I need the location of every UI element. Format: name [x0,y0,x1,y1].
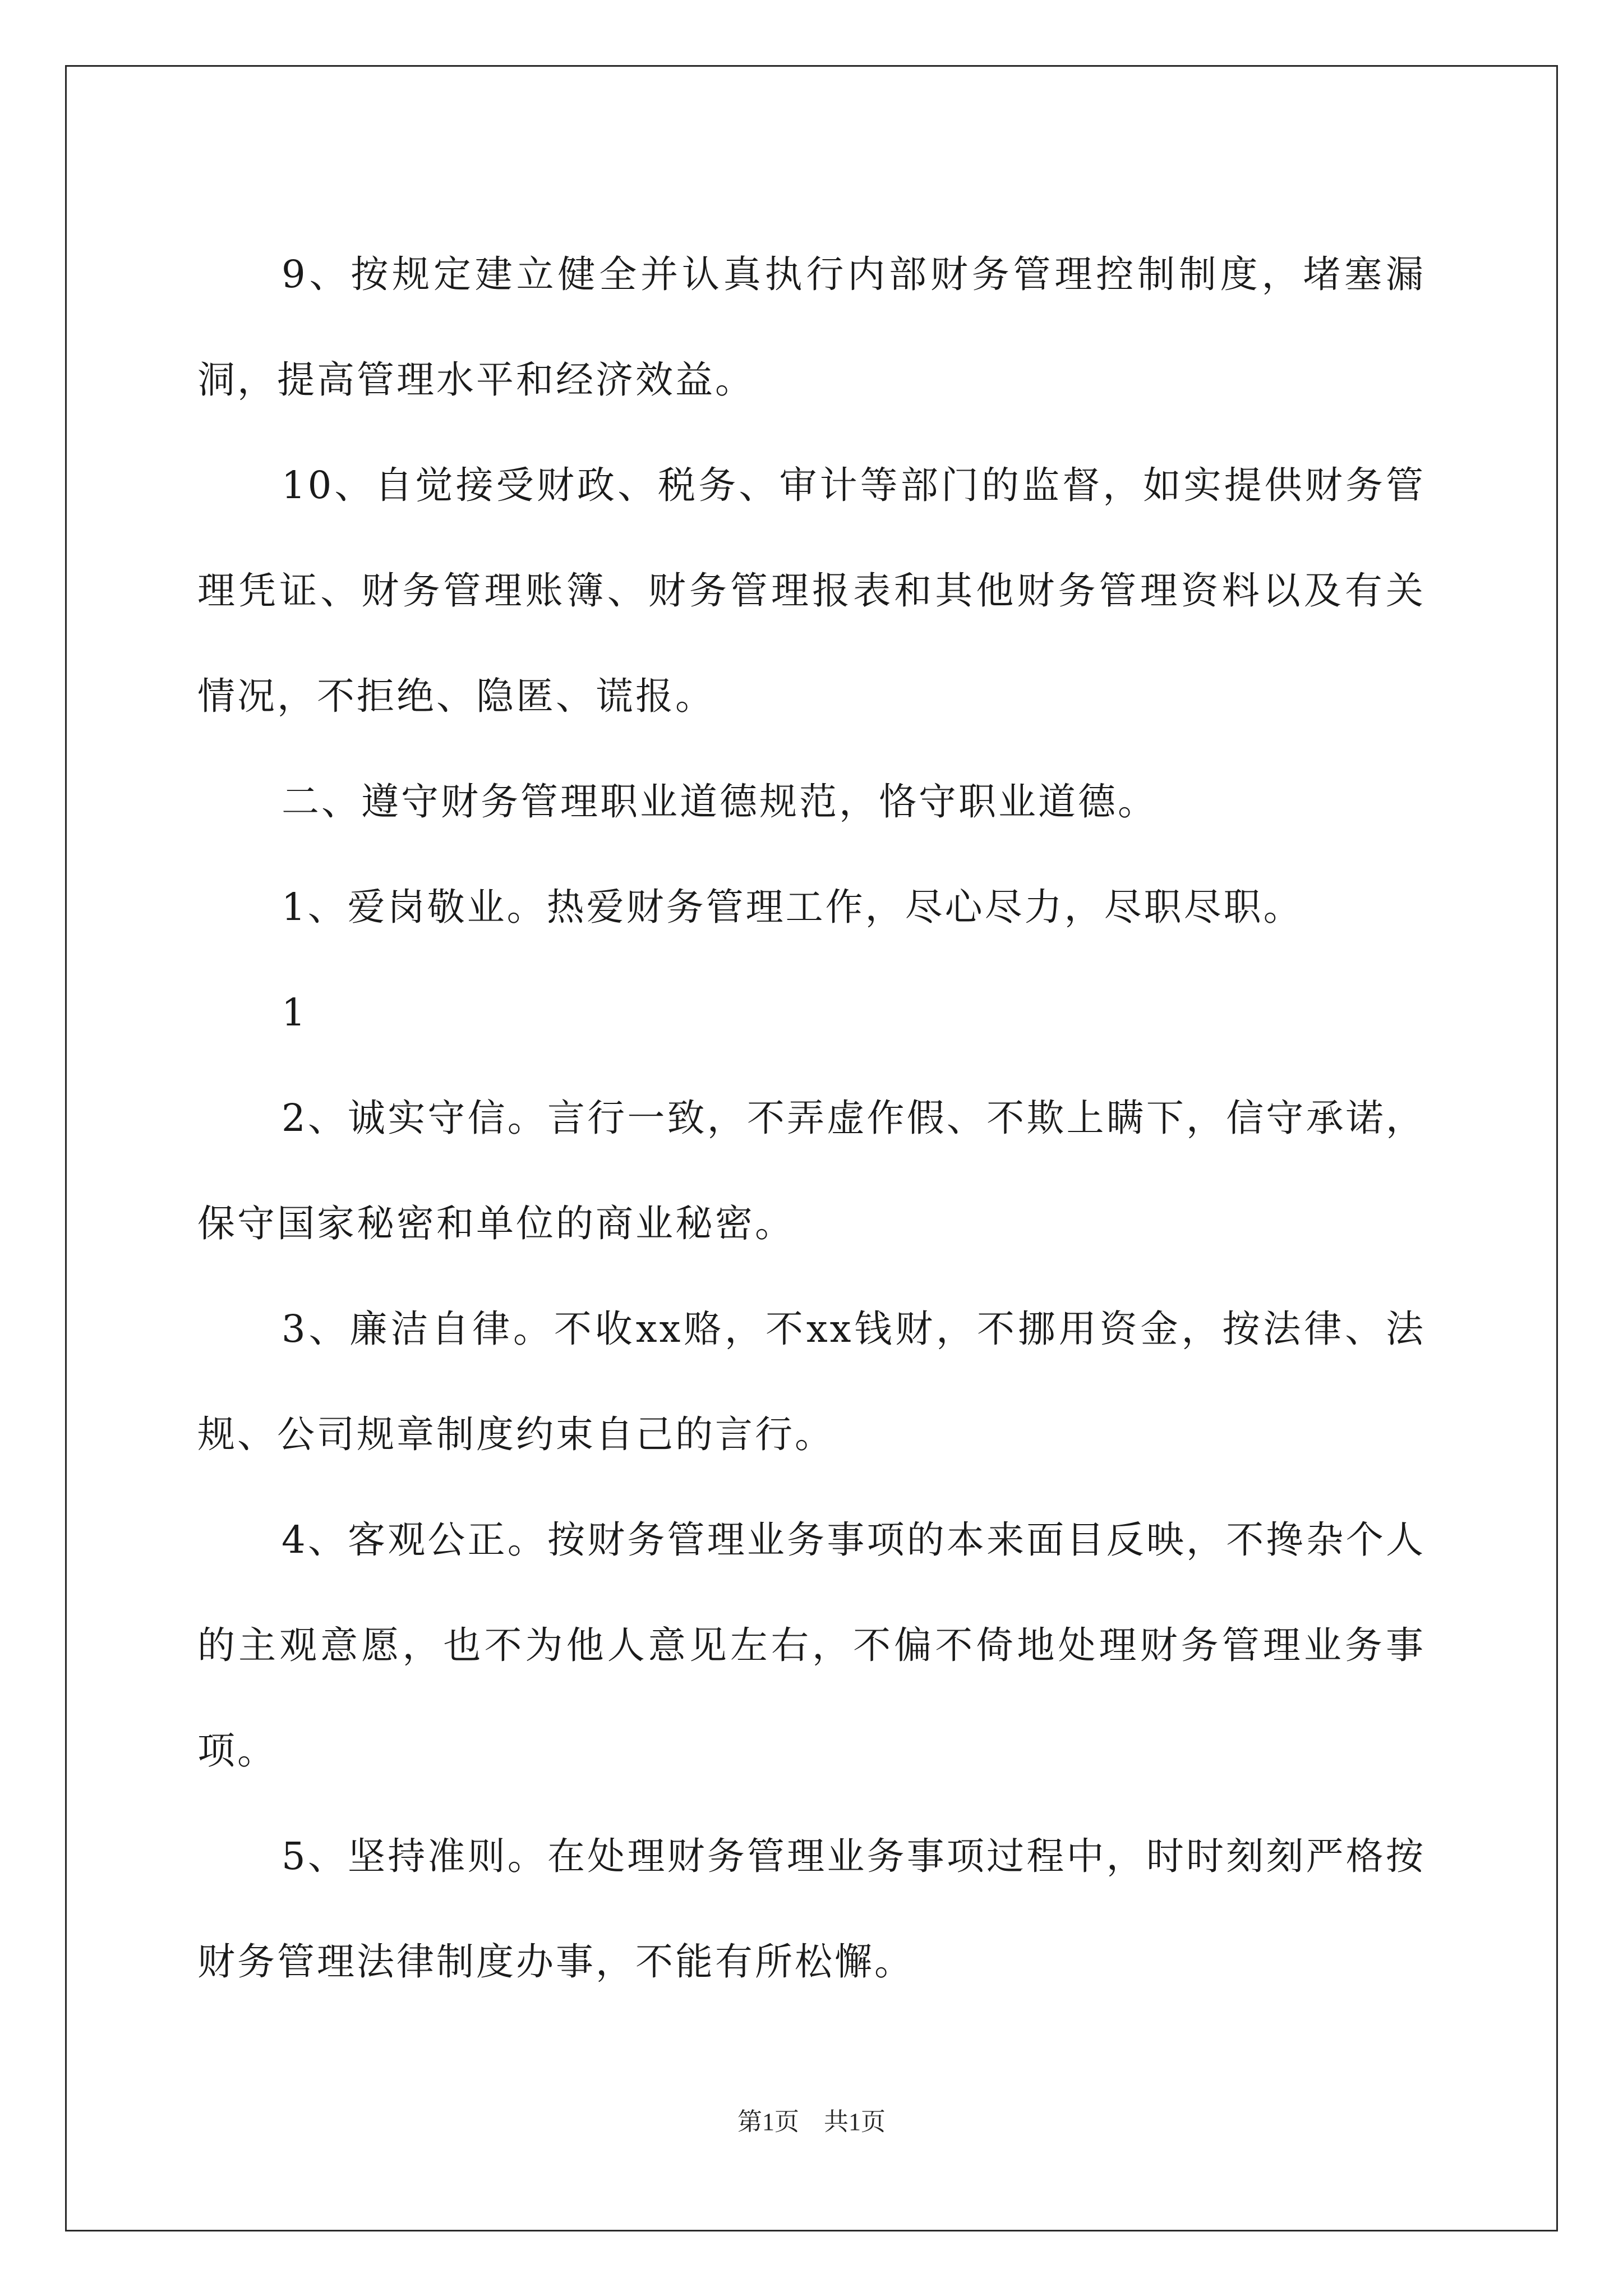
paragraph-item-9: 9、按规定建立健全并认真执行内部财务管理控制制度，堵塞漏洞，提高管理水平和经济效益。 [197,252,1426,402]
paragraph-item-5: 5、坚持准则。在处理财务管理业务事项过程中，时时刻刻严格按财务管理法律制度办事，不能有所松懈。 [197,1834,1426,1984]
page-footer: 第1页 共1页 [737,2108,886,2136]
paragraph-item-2: 2、诚实守信。言行一致，不弄虚作假、不欺上瞒下，信守承诺，保守国家秘密和单位的商业秘密。 [197,1096,1426,1245]
paragraph-item-4: 4、客观公正。按财务管理业务事项的本来面目反映，不搀杂个人的主观意愿，也不为他人意见左右，不偏不倚地处理财务管理业务事项。 [197,1518,1426,1773]
page-number-marker: 1 [282,991,308,1034]
paragraph-item-3: 3、廉洁自律。不收xx赂，不xx钱财，不挪用资金，按法律、法规、公司规章制度约束自己的言行。 [197,1307,1426,1456]
document-body [197,222,1426,2014]
paragraph-item-1: 1、爱岗敬业。热爱财务管理工作，尽心尽力，尽职尽职。 [282,885,1303,929]
section-heading-2: 二、遵守财务管理职业道德规范，恪守职业道德。 [282,780,1158,823]
paragraph-item-10: 10、自觉接受财政、税务、审计等部门的监督，如实提供财务管理凭证、财务管理账簿、财务管理报表和其他财务管理资料以及有关情况，不拒绝、隐匿、谎报。 [197,463,1426,718]
